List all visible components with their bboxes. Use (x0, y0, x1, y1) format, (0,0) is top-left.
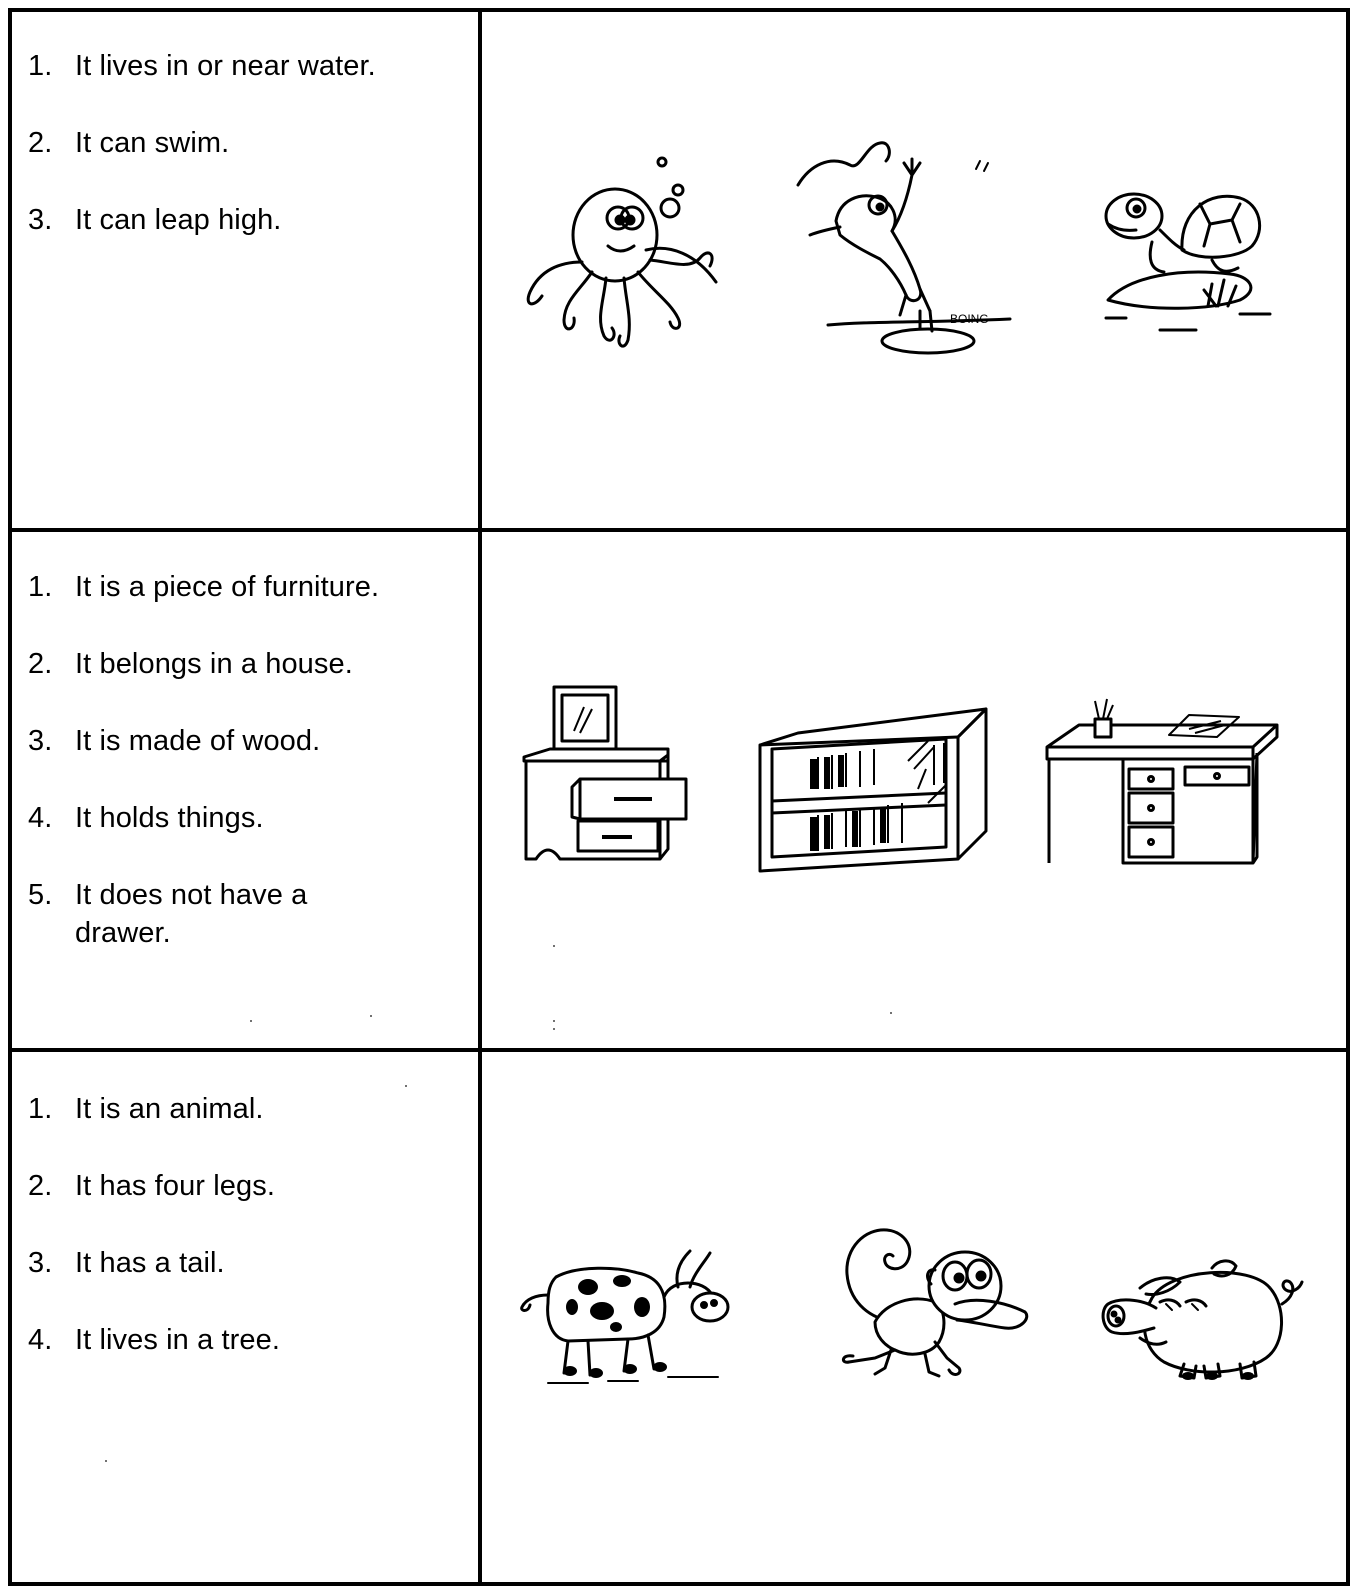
grid-line-top (8, 8, 1350, 12)
clue-text: It holds things. (75, 802, 264, 834)
grid-line-row2-bottom (8, 1048, 1350, 1052)
clue-number: 1. (28, 50, 53, 82)
clue-text: It belongs in a house. (75, 648, 353, 680)
clue-number: 5. (28, 879, 53, 911)
clue-number: 3. (28, 1247, 53, 1279)
cow-icon (518, 1247, 733, 1389)
scan-speck (405, 1085, 407, 1087)
clue-number: 4. (28, 802, 53, 834)
grid-line-row1-bottom (8, 528, 1350, 532)
frog-icon (780, 135, 1020, 360)
desk-icon (1045, 697, 1280, 867)
frog-picture[interactable] (780, 135, 1020, 360)
clue-item (28, 124, 468, 162)
pig-picture[interactable] (1100, 1258, 1305, 1383)
clue-text: It is made of wood. (75, 725, 321, 757)
clue-list-row3 (28, 1090, 468, 1398)
clue-item (28, 1167, 468, 1205)
clue-item (28, 799, 468, 837)
clue-list-row2 (28, 568, 468, 991)
clue-item (28, 201, 468, 239)
clue-item (28, 1244, 468, 1282)
grid-line-left (8, 8, 12, 1586)
clue-text: It is a piece of furniture. (75, 571, 380, 603)
nightstand-icon (522, 683, 690, 863)
turtle-icon (1100, 180, 1275, 340)
clue-number: 2. (28, 1170, 53, 1202)
monkey-icon (835, 1218, 1035, 1380)
desk-picture[interactable] (1045, 697, 1280, 867)
scan-speck (553, 945, 555, 947)
scan-speck (890, 1012, 892, 1014)
grid-line-bottom (8, 1582, 1350, 1586)
cow-picture[interactable] (518, 1247, 733, 1389)
octopus-icon (520, 150, 725, 355)
clue-item (28, 1090, 468, 1128)
nightstand-picture[interactable] (522, 683, 690, 863)
clue-text: It has a tail. (75, 1247, 225, 1279)
turtle-picture[interactable] (1100, 180, 1275, 340)
clue-item (28, 1321, 468, 1359)
clue-number: 2. (28, 127, 53, 159)
scan-speck (250, 1020, 252, 1022)
clue-text: It does not have a drawer. (75, 879, 308, 949)
scan-speck (553, 1020, 555, 1022)
clue-text: It has four legs. (75, 1170, 275, 1202)
clue-number: 1. (28, 571, 53, 603)
bookcase-picture[interactable] (758, 705, 990, 873)
clue-text: It is an animal. (75, 1093, 264, 1125)
clue-text: It lives in or near water. (75, 50, 376, 82)
clue-item (28, 568, 468, 606)
bookcase-icon (758, 705, 990, 873)
scan-speck (105, 1460, 107, 1462)
octopus-picture[interactable] (520, 150, 725, 355)
clue-item (28, 47, 468, 85)
scan-speck (553, 1028, 555, 1030)
clue-item (28, 722, 468, 760)
clue-text: It can swim. (75, 127, 230, 159)
pig-icon (1100, 1258, 1305, 1383)
scan-speck (370, 1015, 372, 1017)
grid-line-right (1346, 8, 1350, 1586)
clue-number: 2. (28, 648, 53, 680)
clue-number: 1. (28, 1093, 53, 1125)
clue-list-row1 (28, 47, 468, 278)
grid-line-middle (478, 8, 482, 1586)
clue-text: It lives in a tree. (75, 1324, 280, 1356)
frog-caption: BOING (950, 312, 989, 326)
clue-number: 4. (28, 1324, 53, 1356)
clue-number: 3. (28, 725, 53, 757)
clue-text: It can leap high. (75, 204, 282, 236)
clue-item (28, 645, 468, 683)
clue-item (28, 876, 375, 952)
clue-number: 3. (28, 204, 53, 236)
monkey-picture[interactable] (835, 1218, 1035, 1380)
